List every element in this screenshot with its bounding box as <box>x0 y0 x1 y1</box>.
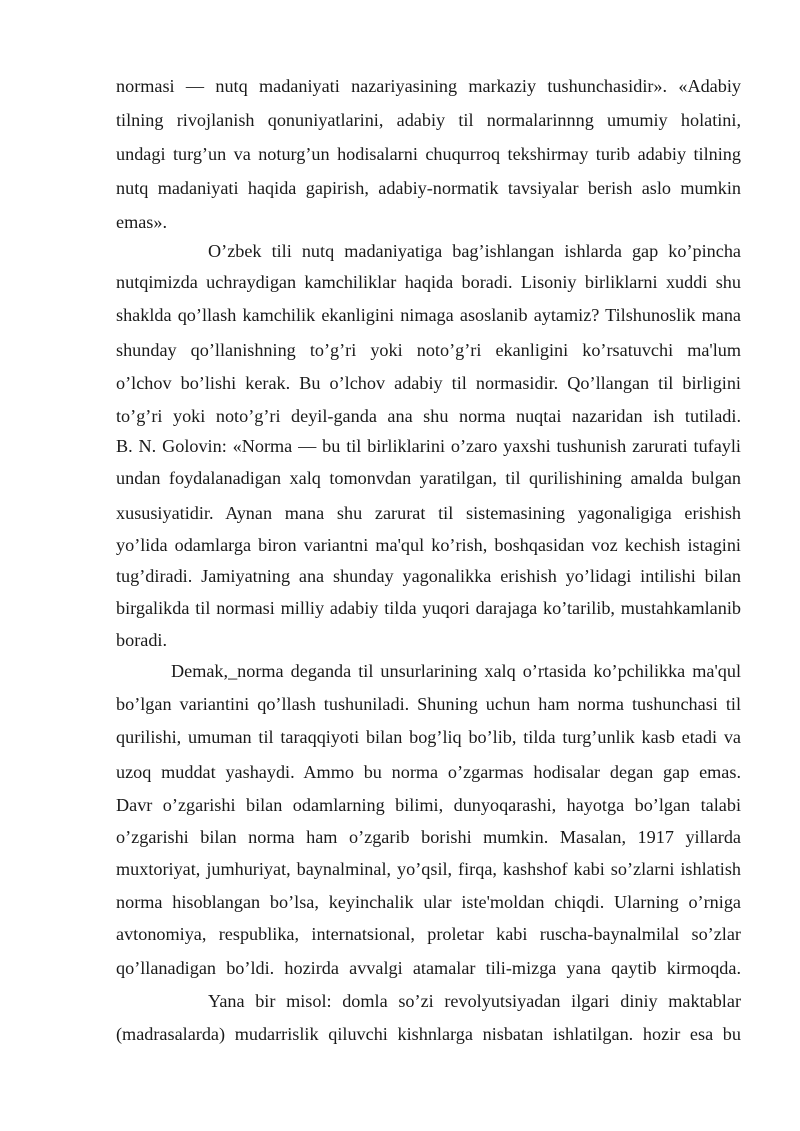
text-line: tilning rivojlanish qonuniyatlarini, adabiy til normalarinnng umumiy holatini, <box>116 110 741 130</box>
text-line: undagi turg’un va noturg’un hodisalarni chuqurroq tekshirmay turib adabiy tilning <box>116 144 741 164</box>
text-line: Davr o’zgarishi bilan odamlarning bilimi, dunyoqarashi, hayotga bo’lgan talabi <box>116 795 741 815</box>
text-line: emas». <box>116 212 168 232</box>
text-line: birgalikda til normasi milliy adabiy tilda yuqori darajaga ko’tarilib, mustahkamlanib <box>116 598 741 618</box>
text-line: xususiyatidir. Aynan mana shu zarurat til sistemasining yagonaligiga erishish <box>116 503 741 523</box>
text-line: tug’diradi. Jamiyatning ana shunday yagonalikka erishish yo’lidagi intilishi bilan <box>116 566 741 586</box>
text-line: normasi — nutq madaniyati nazariyasining markaziy tushunchasidir». «Adabiy <box>116 76 741 96</box>
text-line: nutqimizda uchraydigan kamchiliklar haqida boradi. Lisoniy birliklarni xuddi shu <box>116 272 741 292</box>
text-line: o’zgarishi bilan norma ham o’zgarib borishi mumkin. Masalan, 1917 yillarda <box>116 827 741 847</box>
text-line: uzoq muddat yashaydi. Ammo bu norma o’zgarmas hodisalar degan gap emas. <box>116 762 741 782</box>
paragraph-first-line: Demak,_norma deganda til unsurlarining xalq o’rtasida ko’pchilikka ma'qul <box>171 661 741 681</box>
paragraph-first-line: Yana bir misol: domla so’zi revolyutsiyadan ilgari diniy maktablar <box>208 991 741 1011</box>
text-line: shaklda qo’llash kamchilik ekanligini nimaga asoslanib aytamiz? Tilshunoslik mana <box>116 305 741 325</box>
text-line: B. N. Golovin: «Norma — bu til birliklarini o’zaro yaxshi tushunish zarurati tufayli <box>116 436 741 456</box>
text-line: to’g’ri yoki noto’g’ri deyil-ganda ana shu norma nuqtai nazaridan ish tutiladi. <box>116 406 741 426</box>
text-line: yo’lida odamlarga biron variantni ma'qul ko’rish, boshqasidan voz kechish istagini <box>116 535 741 555</box>
text-line: muxtoriyat, jumhuriyat, baynalminal, yo’qsil, firqa, kashshof kabi so’zlarni ishlatish <box>116 859 741 879</box>
text-line: nutq madaniyati haqida gapirish, adabiy-normatik tavsiyalar berish aslo mumkin <box>116 178 741 198</box>
text-line: norma hisoblangan bo’lsa, keyinchalik ular iste'moldan chiqdi. Ularning o’rniga <box>116 892 741 912</box>
text-line: o’lchov bo’lishi kerak. Bu o’lchov adabiy til normasidir. Qo’llangan til birligini <box>116 373 741 393</box>
paragraph-first-line: O’zbek tili nutq madaniyatiga bag’ishlangan ishlarda gap ko’pincha <box>208 241 741 261</box>
text-line: avtonomiya, respublika, internatsional, proletar kabi ruscha-baynalmilal so’zlar <box>116 924 741 944</box>
text-line: (madrasalarda) mudarrislik qiluvchi kishnlarga nisbatan ishlatilgan. hozir esa bu <box>116 1024 741 1044</box>
text-line: bo’lgan variantini qo’llash tushuniladi. Shuning uchun ham norma tushunchasi til <box>116 694 741 714</box>
text-line: shunday qo’llanishning to’g’ri yoki noto’g’ri ekanligini ko’rsatuvchi ma'lum <box>116 340 741 360</box>
text-line: qo’llanadigan bo’ldi. hozirda avvalgi atamalar tili-mizga yana qaytib kirmoqda. <box>116 958 741 978</box>
text-line: qurilishi, umuman til taraqqiyoti bilan bog’liq bo’lib, tilda turg’unlik kasb etadi va <box>116 727 741 747</box>
text-line: boradi. <box>116 630 168 650</box>
text-line: undan foydalanadigan xalq tomonvdan yaratilgan, til qurilishining amalda bulgan <box>116 468 741 488</box>
